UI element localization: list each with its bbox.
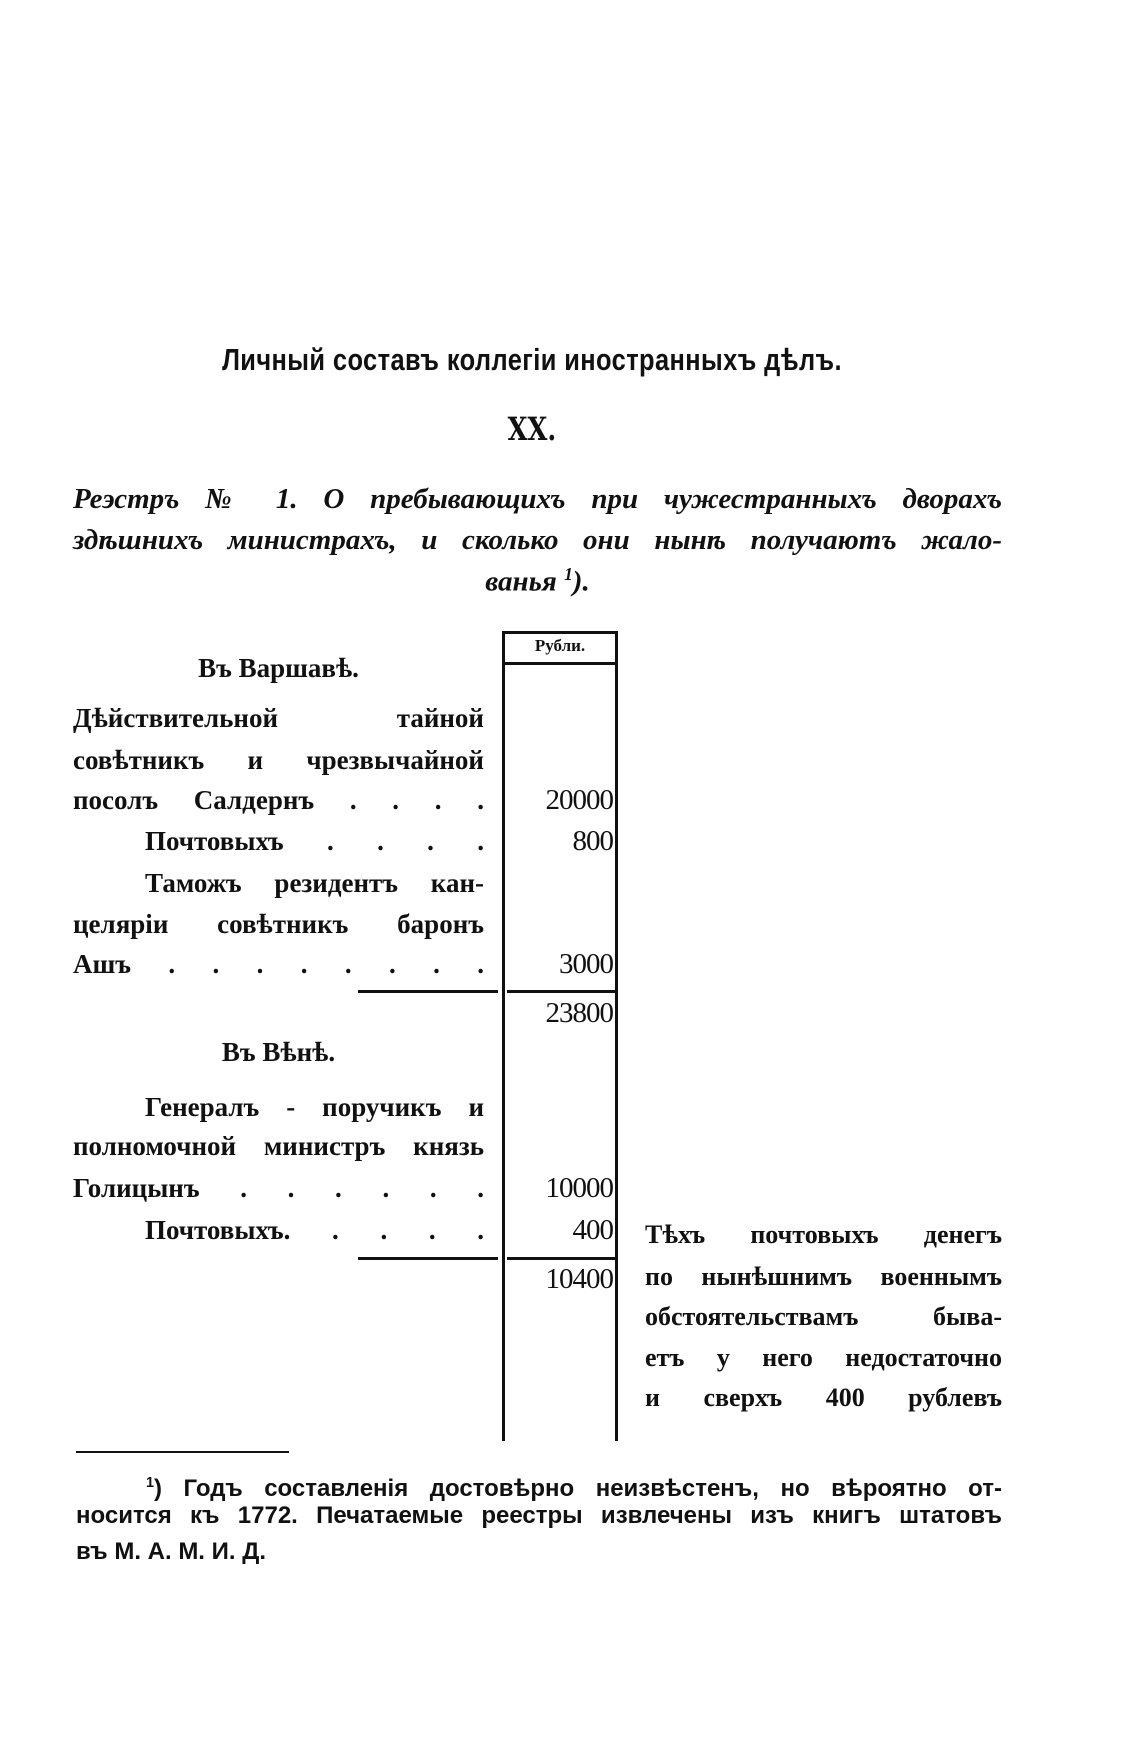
register-heading-line-2: здѣшнихъ министрахъ, и сколько они нынѣ получаютъ жало- [73,524,1002,556]
entry-line: Почтовыхъ . . . . [145,826,484,856]
column-header-rubles: Рубли. [534,636,586,655]
section-number: XX. [507,410,557,448]
side-note-line: и сверхъ 400 рублевъ [645,1383,1002,1412]
amount: 20000 [545,784,613,816]
entry-line: Голицынъ . . . . . . [73,1173,484,1203]
register-heading-line-3 [73,564,1002,599]
amount: 10000 [545,1172,613,1204]
sum-rule [507,1257,615,1260]
heading-tail: ). [572,565,590,598]
page-title: Личный составъ коллегіи иностранныхъ дѣлъ. [222,342,842,377]
register-heading-line-1: Реэстръ № 1. О пребывающихъ при чужестранныхъ дворахъ [73,483,1002,515]
table-header-rule [502,662,618,665]
side-note-line: обстоятельствамъ быва- [645,1302,1002,1331]
entry-line: совѣтникъ и чрезвычайной [73,745,484,775]
total-warsaw: 23800 [545,997,613,1029]
table-left-rule [502,631,505,1441]
table-right-rule [615,631,618,1441]
side-note-line: етъ у него недостаточно [645,1343,1002,1372]
entry-line: посолъ Салдернъ . . . . [73,785,484,815]
place-vienna: Въ Вѣнѣ. [221,1037,336,1067]
place-warsaw: Въ Варшавѣ. [198,653,359,683]
entry-line: полномочной министръ князь [73,1131,484,1161]
entry-line: Ашъ . . . . . . . . [73,949,484,979]
entry-line: целяріи совѣтникъ баронъ [73,909,484,939]
entry-line: Дѣйствительной тайной [73,703,484,733]
footnote-text: ) Годъ составленія достовѣрно неизвѣстенъ, но вѣроятно от- [154,1475,1002,1502]
entry-line: Генералъ - поручикъ и [145,1092,484,1122]
total-vienna: 10400 [545,1263,613,1295]
footnote-mark: 1 [146,1475,155,1491]
side-note-line: по нынѣшнимъ военнымъ [645,1262,1002,1291]
footnote-line-2: носится къ 1772. Печатаемые реестры извлечены изъ книгъ штатовъ [76,1502,1002,1529]
sum-rule-left [358,990,498,993]
amount: 3000 [559,948,613,980]
sum-rule-left [358,1257,498,1260]
table-top-rule [502,631,618,634]
footnote-separator [76,1451,289,1453]
entry-line: Почтовыхъ. . . . . [145,1215,484,1245]
amount: 400 [572,1214,613,1246]
footnote-reference[interactable]: 1 [564,564,573,584]
footnote-line-1 [76,1468,1002,1504]
sum-rule [507,990,615,993]
footnote-line-3: въ М. А. М. И. Д. [76,1538,266,1565]
side-note-line: Тѣхъ почтовыхъ денегъ [645,1220,1002,1249]
heading-text: ванья [485,565,557,598]
amount: 800 [572,825,613,857]
entry-line: Таможъ резидентъ кан- [145,868,484,898]
